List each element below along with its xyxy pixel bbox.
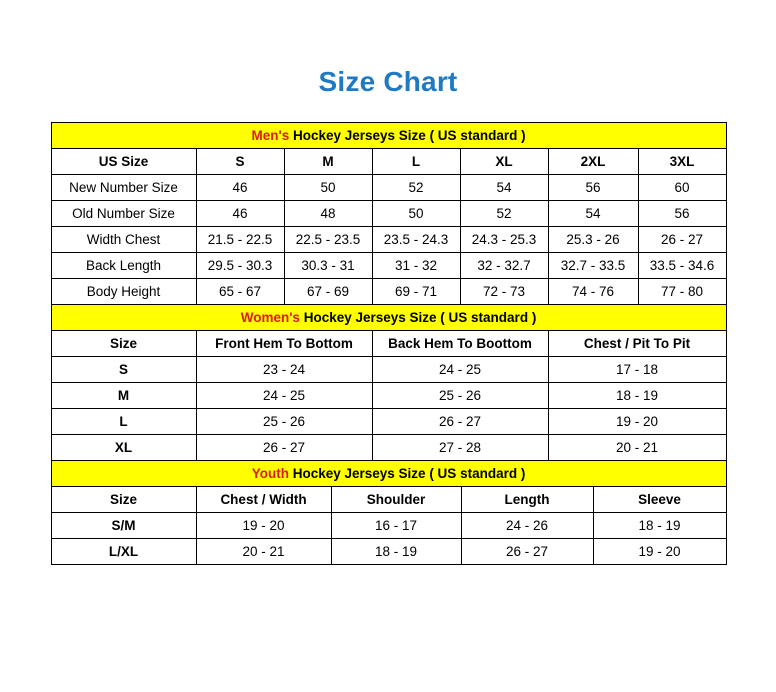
womens-row-2-cell-2: 19 - 20 bbox=[548, 409, 726, 435]
mens-row-3-label: Back Length bbox=[51, 253, 196, 279]
womens-row-3-cell-0: 26 - 27 bbox=[196, 435, 372, 461]
womens-header-cell-2: Back Hem To Boottom bbox=[372, 331, 548, 357]
mens-row-2-cell-5: 26 - 27 bbox=[638, 227, 726, 253]
womens-band-accent: Women's bbox=[240, 310, 300, 325]
table-row bbox=[51, 409, 726, 435]
table-row bbox=[51, 357, 726, 383]
youth-header-cell-4: Sleeve bbox=[593, 487, 726, 513]
youth-row-0-cell-3: 18 - 19 bbox=[593, 513, 726, 539]
mens-row-0-cell-4: 56 bbox=[548, 175, 638, 201]
mens-row-1-cell-3: 52 bbox=[460, 201, 548, 227]
mens-band-rest: Hockey Jerseys Size ( US standard ) bbox=[289, 128, 526, 143]
mens-row-1-cell-4: 54 bbox=[548, 201, 638, 227]
youth-band-title bbox=[51, 461, 726, 487]
table-row bbox=[51, 383, 726, 409]
mens-row-0-cell-3: 54 bbox=[460, 175, 548, 201]
table-row bbox=[51, 513, 726, 539]
youth-row-0-cell-2: 24 - 26 bbox=[461, 513, 593, 539]
mens-row-0-label: New Number Size bbox=[51, 175, 196, 201]
womens-row-0-cell-2: 17 - 18 bbox=[548, 357, 726, 383]
table-row bbox=[51, 175, 726, 201]
mens-row-3-cell-0: 29.5 - 30.3 bbox=[196, 253, 284, 279]
mens-header-cell-2: M bbox=[284, 149, 372, 175]
mens-row-1-cell-1: 48 bbox=[284, 201, 372, 227]
mens-row-3-cell-2: 31 - 32 bbox=[372, 253, 460, 279]
table-row bbox=[51, 279, 726, 305]
youth-header-cell-2: Shoulder bbox=[331, 487, 461, 513]
youth-size-table bbox=[51, 460, 727, 565]
table-row bbox=[51, 253, 726, 279]
mens-size-table bbox=[51, 122, 727, 305]
mens-row-4-cell-1: 67 - 69 bbox=[284, 279, 372, 305]
youth-band-row bbox=[51, 461, 726, 487]
youth-row-0-cell-1: 16 - 17 bbox=[331, 513, 461, 539]
womens-row-0-cell-1: 24 - 25 bbox=[372, 357, 548, 383]
page-title: Size Chart bbox=[318, 66, 458, 97]
mens-row-0-cell-5: 60 bbox=[638, 175, 726, 201]
size-tables-container bbox=[51, 96, 726, 565]
mens-row-2-label: Width Chest bbox=[51, 227, 196, 253]
mens-row-4-cell-3: 72 - 73 bbox=[460, 279, 548, 305]
mens-row-4-label: Body Height bbox=[51, 279, 196, 305]
youth-header-cell-0: Size bbox=[51, 487, 196, 513]
mens-row-1-cell-0: 46 bbox=[196, 201, 284, 227]
womens-row-1-cell-1: 25 - 26 bbox=[372, 383, 548, 409]
youth-header-cell-3: Length bbox=[461, 487, 593, 513]
mens-row-2-cell-4: 25.3 - 26 bbox=[548, 227, 638, 253]
mens-row-4-cell-5: 77 - 80 bbox=[638, 279, 726, 305]
womens-header-cell-1: Front Hem To Bottom bbox=[196, 331, 372, 357]
womens-row-1-cell-2: 18 - 19 bbox=[548, 383, 726, 409]
youth-header-row bbox=[51, 487, 726, 513]
mens-header-row bbox=[51, 149, 726, 175]
womens-row-1-label: M bbox=[51, 383, 196, 409]
womens-row-2-cell-1: 26 - 27 bbox=[372, 409, 548, 435]
mens-band-accent: Men's bbox=[251, 128, 290, 143]
mens-header-cell-0: US Size bbox=[51, 149, 196, 175]
womens-band-row bbox=[51, 305, 726, 331]
mens-header-cell-6: 3XL bbox=[638, 149, 726, 175]
youth-band-accent: Youth bbox=[251, 466, 289, 481]
womens-row-0-cell-0: 23 - 24 bbox=[196, 357, 372, 383]
youth-row-1-cell-1: 18 - 19 bbox=[331, 539, 461, 565]
mens-row-2-cell-2: 23.5 - 24.3 bbox=[372, 227, 460, 253]
mens-header-cell-3: L bbox=[372, 149, 460, 175]
mens-row-1-cell-5: 56 bbox=[638, 201, 726, 227]
womens-size-table bbox=[51, 304, 727, 461]
youth-row-1-cell-0: 20 - 21 bbox=[196, 539, 331, 565]
mens-row-0-cell-0: 46 bbox=[196, 175, 284, 201]
table-row bbox=[51, 227, 726, 253]
mens-row-4-cell-0: 65 - 67 bbox=[196, 279, 284, 305]
mens-row-4-cell-4: 74 - 76 bbox=[548, 279, 638, 305]
youth-header-cell-1: Chest / Width bbox=[196, 487, 331, 513]
womens-band-rest: Hockey Jerseys Size ( US standard ) bbox=[299, 310, 537, 325]
womens-row-2-cell-0: 25 - 26 bbox=[196, 409, 372, 435]
mens-band-title bbox=[51, 123, 726, 149]
mens-header-cell-5: 2XL bbox=[548, 149, 638, 175]
womens-header-cell-3: Chest / Pit To Pit bbox=[548, 331, 726, 357]
mens-row-3-cell-3: 32 - 32.7 bbox=[460, 253, 548, 279]
womens-header-cell-0: Size bbox=[51, 331, 196, 357]
mens-row-3-cell-4: 32.7 - 33.5 bbox=[548, 253, 638, 279]
womens-row-3-cell-1: 27 - 28 bbox=[372, 435, 548, 461]
table-row bbox=[51, 201, 726, 227]
youth-row-1-cell-3: 19 - 20 bbox=[593, 539, 726, 565]
youth-band-rest: Hockey Jerseys Size ( US standard ) bbox=[288, 466, 526, 481]
mens-header-cell-4: XL bbox=[460, 149, 548, 175]
mens-row-0-cell-1: 50 bbox=[284, 175, 372, 201]
mens-row-1-cell-2: 50 bbox=[372, 201, 460, 227]
mens-row-3-cell-1: 30.3 - 31 bbox=[284, 253, 372, 279]
womens-row-3-cell-2: 20 - 21 bbox=[548, 435, 726, 461]
mens-row-1-label: Old Number Size bbox=[51, 201, 196, 227]
mens-row-3-cell-5: 33.5 - 34.6 bbox=[638, 253, 726, 279]
youth-row-1-cell-2: 26 - 27 bbox=[461, 539, 593, 565]
mens-row-4-cell-2: 69 - 71 bbox=[372, 279, 460, 305]
womens-row-3-label: XL bbox=[51, 435, 196, 461]
mens-row-2-cell-1: 22.5 - 23.5 bbox=[284, 227, 372, 253]
youth-row-0-cell-0: 19 - 20 bbox=[196, 513, 331, 539]
table-row bbox=[51, 435, 726, 461]
womens-row-0-label: S bbox=[51, 357, 196, 383]
mens-header-cell-1: S bbox=[196, 149, 284, 175]
youth-row-0-label: S/M bbox=[51, 513, 196, 539]
table-row bbox=[51, 539, 726, 565]
womens-row-1-cell-0: 24 - 25 bbox=[196, 383, 372, 409]
mens-row-2-cell-3: 24.3 - 25.3 bbox=[460, 227, 548, 253]
womens-row-2-label: L bbox=[51, 409, 196, 435]
mens-row-2-cell-0: 21.5 - 22.5 bbox=[196, 227, 284, 253]
mens-band-row bbox=[51, 123, 726, 149]
womens-header-row bbox=[51, 331, 726, 357]
mens-row-0-cell-2: 52 bbox=[372, 175, 460, 201]
youth-row-1-label: L/XL bbox=[51, 539, 196, 565]
womens-band-title bbox=[51, 305, 726, 331]
